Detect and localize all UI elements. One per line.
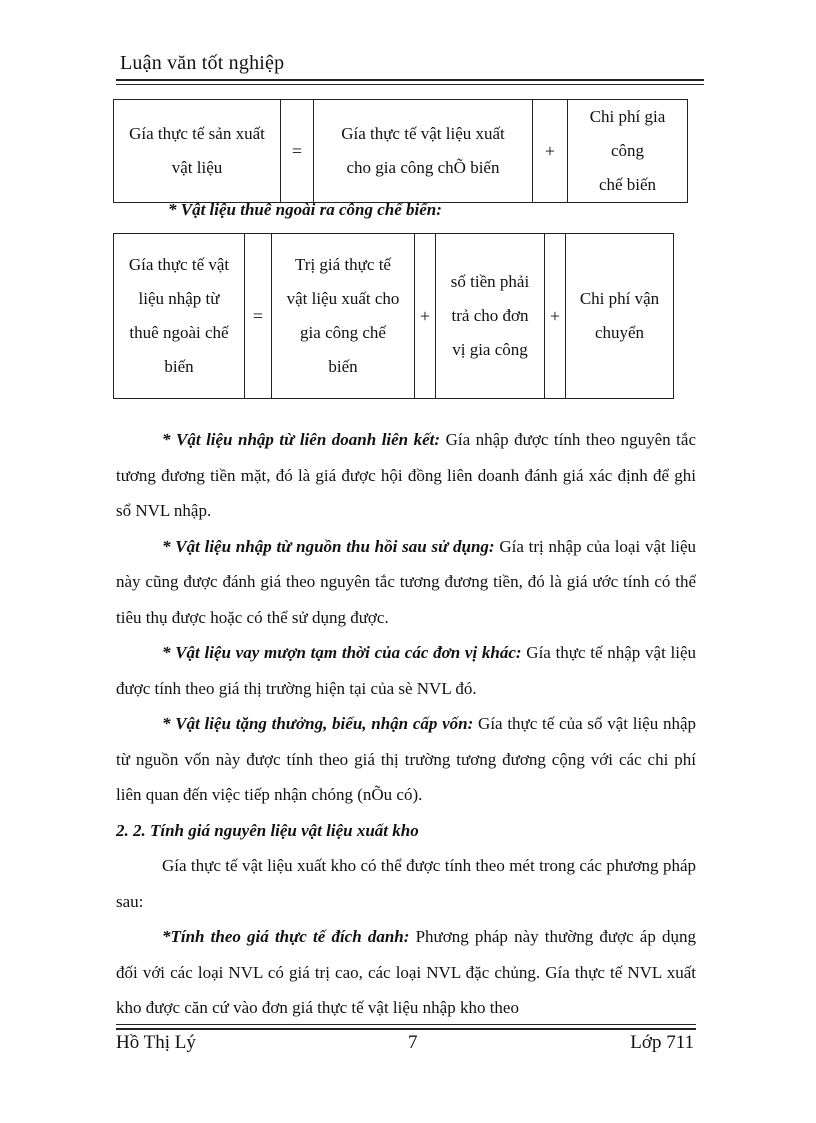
table2-col3-line1: số tiền phải [450, 272, 530, 291]
formula-table-production [113, 99, 688, 203]
paragraph-recovered [116, 529, 696, 636]
body-text [116, 422, 696, 1026]
table1-material-cell [314, 100, 533, 203]
table2-plus-sign-2: + [545, 234, 566, 399]
paragraph-lead: * Vật liệu nhập từ liên doanh liên kết: [162, 430, 441, 449]
footer-page-number: 7 [408, 1032, 418, 1053]
paragraph-intro: Gía thực tế vật liệu xuất kho có thể được tính theo mét trong các phương pháp sau: [116, 856, 696, 911]
paragraph-joint-venture [116, 422, 696, 529]
paragraph-lead: * Vật liệu nhập từ nguồn thu hồi sau sử dụng: [162, 536, 495, 556]
paragraph-text: Gía thực tế nhập vật liệu được tính theo giá thị trường hiện tại của sè NVL đó. [116, 643, 696, 698]
table2-col3-line2: trả cho đơn [451, 306, 529, 325]
section-heading: 2. 2. Tính giá nguyên liệu vật liệu xuất kho [116, 820, 419, 840]
paragraph-lead: *Tính theo giá thực tế đích danh: [162, 927, 410, 946]
paragraph-text: Gía trị nhập của loại vật liệu này cũng được đánh giá theo nguyên tắc tương đương tiền, đó là giá ước tính có thể tiêu thụ được hoặc có thể sử dụng được. [116, 536, 696, 627]
table2-plus-sign-1: + [415, 234, 436, 399]
table1-col2-line1: Gía thực tế vật liệu xuất [341, 124, 505, 143]
paragraph-text: Gía nhập được tính theo nguyên tắc tương đương tiền mặt, đó là giá được hội đồng liên doanh đánh giá xác định để ghi sổ NVL nhập. [116, 430, 696, 520]
page-header-title: Luận văn tốt nghiệp [120, 52, 285, 74]
paragraph-text: Phương pháp này thường được áp dụng đối với các loại NVL có giá trị cao, các loại NVL đặc chủng. Gía thực tế NVL xuất kho được căn cứ vào đơn giá thực tế vật liệu nhập kho theo [116, 927, 696, 1017]
table1-result-cell [114, 100, 281, 203]
table2-col1-line1: Gía thực tế vật [128, 255, 230, 274]
table2-col1-line3: thuê ngoài chế [129, 323, 229, 342]
table2-col2-line1: Trị giá thực tế [295, 255, 391, 274]
table1-col1-line1: Gía thực tế sản xuất [129, 124, 265, 143]
table2-col4-line1: Chi phí vận [579, 289, 660, 308]
table2-equals-sign: = [245, 234, 272, 399]
footer-rule [116, 1024, 696, 1030]
table2-col4-line2: chuyển [594, 323, 645, 342]
table2-processing-fee-cell [436, 234, 545, 399]
table2-material-cell [272, 234, 415, 399]
table2-col3-line3: vị gia công [452, 340, 528, 359]
table1-col3-line2: chế biến [598, 175, 657, 194]
table2-col2-line3: gia công chế [300, 323, 386, 342]
table2-col2-line4: biến [328, 357, 358, 376]
footer-class: Lớp 711 [630, 1032, 694, 1053]
paragraph-borrowed [116, 635, 696, 706]
table1-col2-line2: cho gia công chÕ biến [346, 158, 500, 177]
table2-col2-line2: vật liệu xuất cho [286, 289, 400, 308]
table1-plus-sign: + [533, 100, 568, 203]
table1-equals-sign: = [281, 100, 314, 203]
table2-col1-line2: liệu nhập từ [138, 289, 220, 308]
table1-col1-line2: vật liệu [171, 158, 223, 177]
table1-col3-line1: Chi phí gia công [589, 107, 666, 160]
paragraph-text: Gía thực tế của số vật liệu nhập từ nguồn vốn này được tính theo giá thị trường tương đương cộng với các chi phí liên quan đến việc tiếp nhận chóng (nÕu có). [116, 714, 697, 804]
paragraph-specific-identification [116, 919, 696, 1026]
paragraph-lead: * Vật liệu vay mượn tạm thời của các đơn vị khác: [162, 643, 522, 662]
footer-author: Hồ Thị Lý [116, 1032, 196, 1053]
table2-col1-line4: biến [164, 357, 194, 376]
table2-transport-cell [566, 234, 674, 399]
header-rule [116, 79, 704, 85]
subheading-outsourced: * Vật liệu thuê ngoài ra công chế biến: [168, 200, 442, 219]
table2-result-cell [114, 234, 245, 399]
formula-table-outsourced [113, 233, 674, 399]
table1-cost-cell [568, 100, 688, 203]
paragraph-donated [116, 706, 696, 813]
paragraph-lead: * Vật liệu tặng thưởng, biếu, nhận cấp vốn: [162, 714, 474, 733]
